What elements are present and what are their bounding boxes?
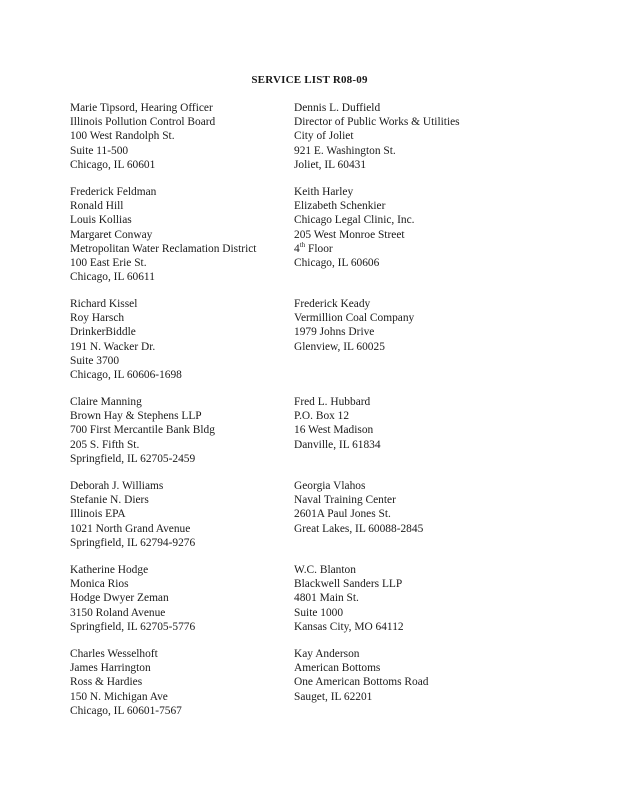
service-entry [294, 101, 460, 172]
entry-line: 100 West Randolph St. [70, 130, 175, 143]
entry-line: Suite 1000 [294, 606, 344, 619]
floor-number: 4 [294, 242, 300, 255]
entry-line: Illinois Pollution Control Board [70, 116, 216, 129]
service-entry [70, 479, 195, 550]
floor-ordinal: th [299, 241, 306, 250]
entry-line: Brown Hay & Stephens LLP [70, 410, 202, 423]
entry-line: W.C. Blanton [294, 564, 356, 576]
entry-line: Monica Rios [70, 578, 129, 591]
entry-line: 150 N. Michigan Ave [70, 690, 168, 703]
entry-line: Glenview, IL 60025 [294, 340, 385, 353]
entry-line: Frederick Feldman [70, 186, 157, 198]
service-entry [294, 395, 381, 452]
entry-line: Claire Manning [70, 396, 142, 408]
entry-line: Louis Kollias [70, 214, 132, 227]
entry-line: One American Bottoms Road [294, 676, 429, 689]
entry-line: 1021 North Grand Avenue [70, 522, 191, 535]
entry-line: Georgia Vlahos [294, 480, 366, 492]
entry-line: 4801 Main St. [294, 592, 359, 605]
entry-line: Richard Kissel [70, 298, 138, 310]
service-entry [70, 185, 256, 284]
entry-line: Dennis L. Duffield [294, 102, 381, 114]
entry-line: Stefanie N. Diers [70, 494, 149, 507]
entry-line: Ross & Hardies [70, 676, 143, 689]
entry-line: Chicago, IL 60601 [70, 158, 156, 171]
entry-line: Metropolitan Water Reclamation District [70, 242, 257, 255]
entry-line: Katherine Hodge [70, 564, 149, 576]
entry-line: 1979 Johns Drive [294, 326, 375, 339]
entry-line: Ronald Hill [70, 200, 124, 213]
entry-line: Frederick Keady [294, 298, 371, 310]
entry-line: Chicago, IL 60611 [70, 271, 155, 284]
entry-line: Blackwell Sanders LLP [294, 578, 403, 591]
entry-line: 2601A Paul Jones St. [294, 508, 391, 521]
entry-line: Charles Wesselhoft [70, 648, 158, 660]
entry-line-floor [294, 242, 415, 256]
entry-line: Springfield, IL 62794-9276 [70, 536, 196, 549]
entry-line: 921 E. Washington St. [294, 144, 396, 157]
service-entry [70, 647, 182, 718]
entry-line: James Harrington [70, 662, 151, 675]
entry-line: Deborah J. Williams [70, 480, 164, 492]
entry-line: 700 First Mercantile Bank Bldg [70, 424, 215, 437]
entry-line: 100 East Erie St. [70, 257, 147, 270]
entry-line: Kansas City, MO 64112 [294, 620, 404, 633]
entry-line: Fred L. Hubbard [294, 396, 371, 408]
entry-line: 205 S. Fifth St. [70, 438, 140, 451]
floor-label: Floor [305, 242, 333, 255]
entry-line: Suite 11-500 [70, 144, 129, 157]
service-entry [70, 101, 215, 172]
entry-line: Naval Training Center [294, 494, 396, 507]
entry-line: City of Joliet [294, 130, 354, 143]
entry-line: Margaret Conway [70, 228, 153, 241]
entry-line: Danville, IL 61834 [294, 438, 381, 451]
entry-line: Director of Public Works & Utilities [294, 116, 460, 129]
entry-line: Chicago, IL 60606 [294, 257, 380, 270]
entry-line: P.O. Box 12 [294, 410, 350, 423]
service-entry [70, 395, 215, 466]
entry-line: Chicago, IL 60601-7567 [70, 704, 182, 717]
entry-line: Springfield, IL 62705-5776 [70, 620, 196, 633]
entry-line: Keith Harley [294, 186, 354, 198]
entry-line: Hodge Dwyer Zeman [70, 592, 169, 605]
entry-line: Springfield, IL 62705-2459 [70, 452, 196, 465]
service-entry [294, 647, 428, 704]
entry-line: Kay Anderson [294, 648, 360, 660]
entry-line: 16 West Madison [294, 424, 374, 437]
service-entry [70, 563, 195, 634]
entry-line: Vermillion Coal Company [294, 312, 415, 325]
entry-line: Chicago Legal Clinic, Inc. [294, 214, 415, 227]
page-title: SERVICE LIST R08-09 [251, 74, 368, 86]
entry-line: 191 N. Wacker Dr. [70, 340, 156, 353]
entry-line: Elizabeth Schenkier [294, 200, 386, 213]
entry-line: American Bottoms [294, 662, 381, 675]
entry-line: Roy Harsch [70, 312, 125, 325]
entry-line: Illinois EPA [70, 508, 126, 521]
entry-line: Chicago, IL 60606-1698 [70, 369, 182, 382]
service-entry [294, 479, 423, 536]
entry-line: 3150 Roland Avenue [70, 606, 166, 619]
service-entry [70, 297, 182, 382]
service-entry [294, 563, 404, 634]
entry-line: DrinkerBiddle [70, 326, 136, 339]
entry-line: Sauget, IL 62201 [294, 690, 373, 703]
entry-line: Marie Tipsord, Hearing Officer [70, 102, 213, 114]
entry-line: Joliet, IL 60431 [294, 158, 367, 171]
service-entry [294, 185, 415, 270]
entry-line: Great Lakes, IL 60088-2845 [294, 522, 424, 535]
service-entry [294, 297, 414, 354]
entry-line: Suite 3700 [70, 354, 120, 367]
entry-line: 205 West Monroe Street [294, 228, 405, 241]
